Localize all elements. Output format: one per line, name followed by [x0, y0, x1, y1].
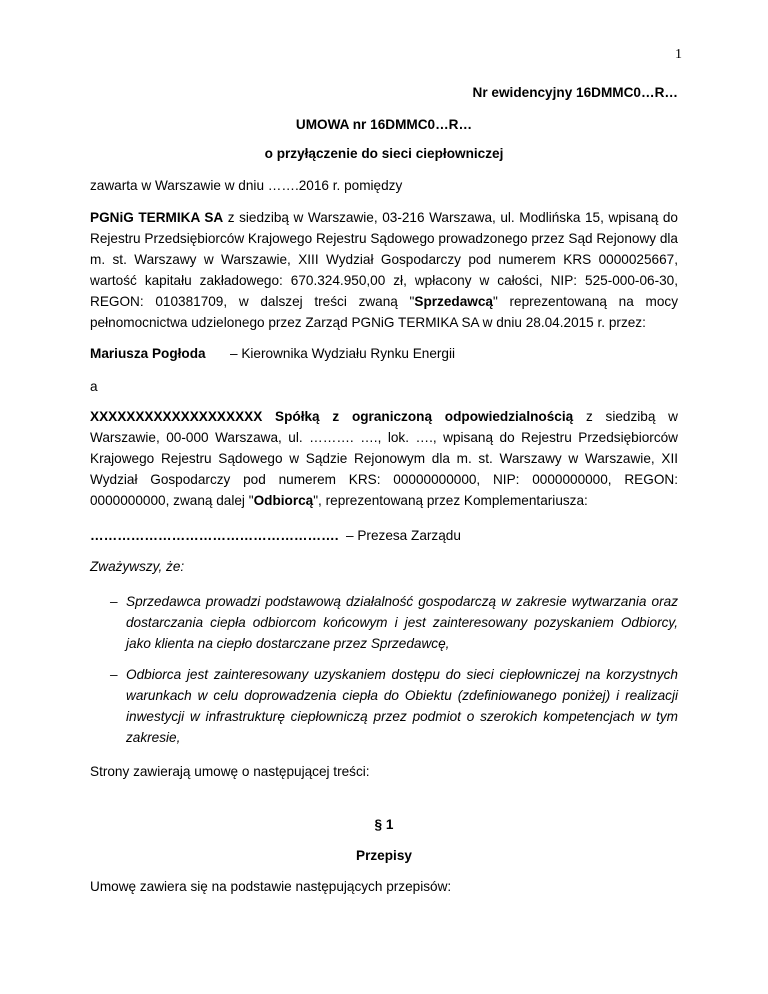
list-item	[90, 664, 678, 748]
page-number: 1	[675, 47, 682, 62]
signatory1-name: Mariusza Pogłoda	[90, 346, 206, 361]
section-mark: § 1	[374, 817, 394, 832]
evidence-number: Nr ewidencyjny 16DMMC0…R…	[472, 85, 678, 100]
signatory1-role: – Kierownika Wydziału Rynku Energii	[230, 346, 456, 361]
party2-role: Odbiorcą	[253, 493, 314, 508]
signatory2-name: ……………………………………………….	[90, 528, 339, 543]
party2-name: XXXXXXXXXXXXXXXXXXX Spółką z ograniczoną odpowiedzialnością	[90, 409, 574, 424]
signatory2-role: – Prezesa Zarządu	[346, 528, 461, 543]
whereas-heading: Zważywszy, że:	[90, 559, 185, 574]
and-word: a	[90, 379, 98, 394]
party1-text-a: z siedzibą w Warszawie, 03-216 Warszawa, ul. Modlińska 15, wpisaną do Rejestru Przedsiębiorców Krajowego Rejestru Sądowego prowadzonego przez Sąd Rejonowy dla m. st. Warszawy w Warszawie, XIII Wydział Gospodarczy pod numerem KRS 0000025667, wartość kapitału zakładowego: 670.324.950,00 zł, wpłacony w całości, NIP: 525-000-06-30, REGON: 010381709, w dalszej treści zwaną "	[90, 210, 678, 309]
concluded-line: zawarta w Warszawie w dniu …….2016 r. pomiędzy	[90, 178, 403, 193]
party2-paragraph	[90, 406, 678, 511]
section-intro: Umowę zawiera się na podstawie następujących przepisów:	[90, 879, 452, 894]
list-item	[90, 591, 678, 654]
party2-text-a: z siedzibą w Warszawie, 00-000 Warszawa, ul. ………. …., lok. …., wpisaną do Rejestru Przedsiębiorców Krajowego Rejestru Sądowego w Sądzie Rejonowym dla m. st. Warszawy w Warszawie, XII Wydział Gospodarczy pod numerem KRS: 00000000000, NIP: 0000000000, REGON: 0000000000, zwaną dalej "	[90, 409, 678, 508]
party2-text-b: ", reprezentowaną przez Komplementariusza:	[313, 493, 588, 508]
party1-role: Sprzedawcą	[414, 294, 493, 309]
party1-paragraph	[90, 207, 678, 333]
contract-title: UMOWA nr 16DMMC0…R…	[295, 117, 473, 132]
signatory2	[90, 525, 461, 546]
section-title: Przepisy	[356, 848, 412, 863]
party1-text-b: " reprezentowaną na mocy pełnomocnictwa udzielonego przez Zarząd PGNiG TERMIKA SA w dniu 28.04.2015 r. przez:	[90, 294, 678, 330]
dash-bullet: –	[110, 594, 118, 609]
list-item-text: Sprzedawca prowadzi podstawową działalność gospodarczą w zakresie wytwarzania oraz dostarczania ciepła odbiorcom końcowym i jest zainteresowany pozyskaniem Odbiorcy, jako klienta na ciepło dostarczane przez Sprzedawcę,	[126, 594, 678, 651]
whereas-list	[90, 591, 678, 758]
party1-name: PGNiG TERMIKA SA	[90, 210, 224, 225]
parties-conclude: Strony zawierają umowę o następującej treści:	[90, 764, 370, 779]
dash-bullet: –	[110, 667, 118, 682]
contract-subtitle: o przyłączenie do sieci ciepłowniczej	[264, 146, 504, 161]
list-item-text: Odbiorca jest zainteresowany uzyskaniem dostępu do sieci ciepłowniczej na korzystnych warunkach w celu doprowadzenia ciepła do Obiektu (zdefiniowanego poniżej) i realizacji inwestycji w infrastrukturę ciepłowniczą przez podmiot o szerokich kompetencjach w tym zakresie,	[126, 667, 678, 745]
signatory1	[90, 343, 455, 364]
